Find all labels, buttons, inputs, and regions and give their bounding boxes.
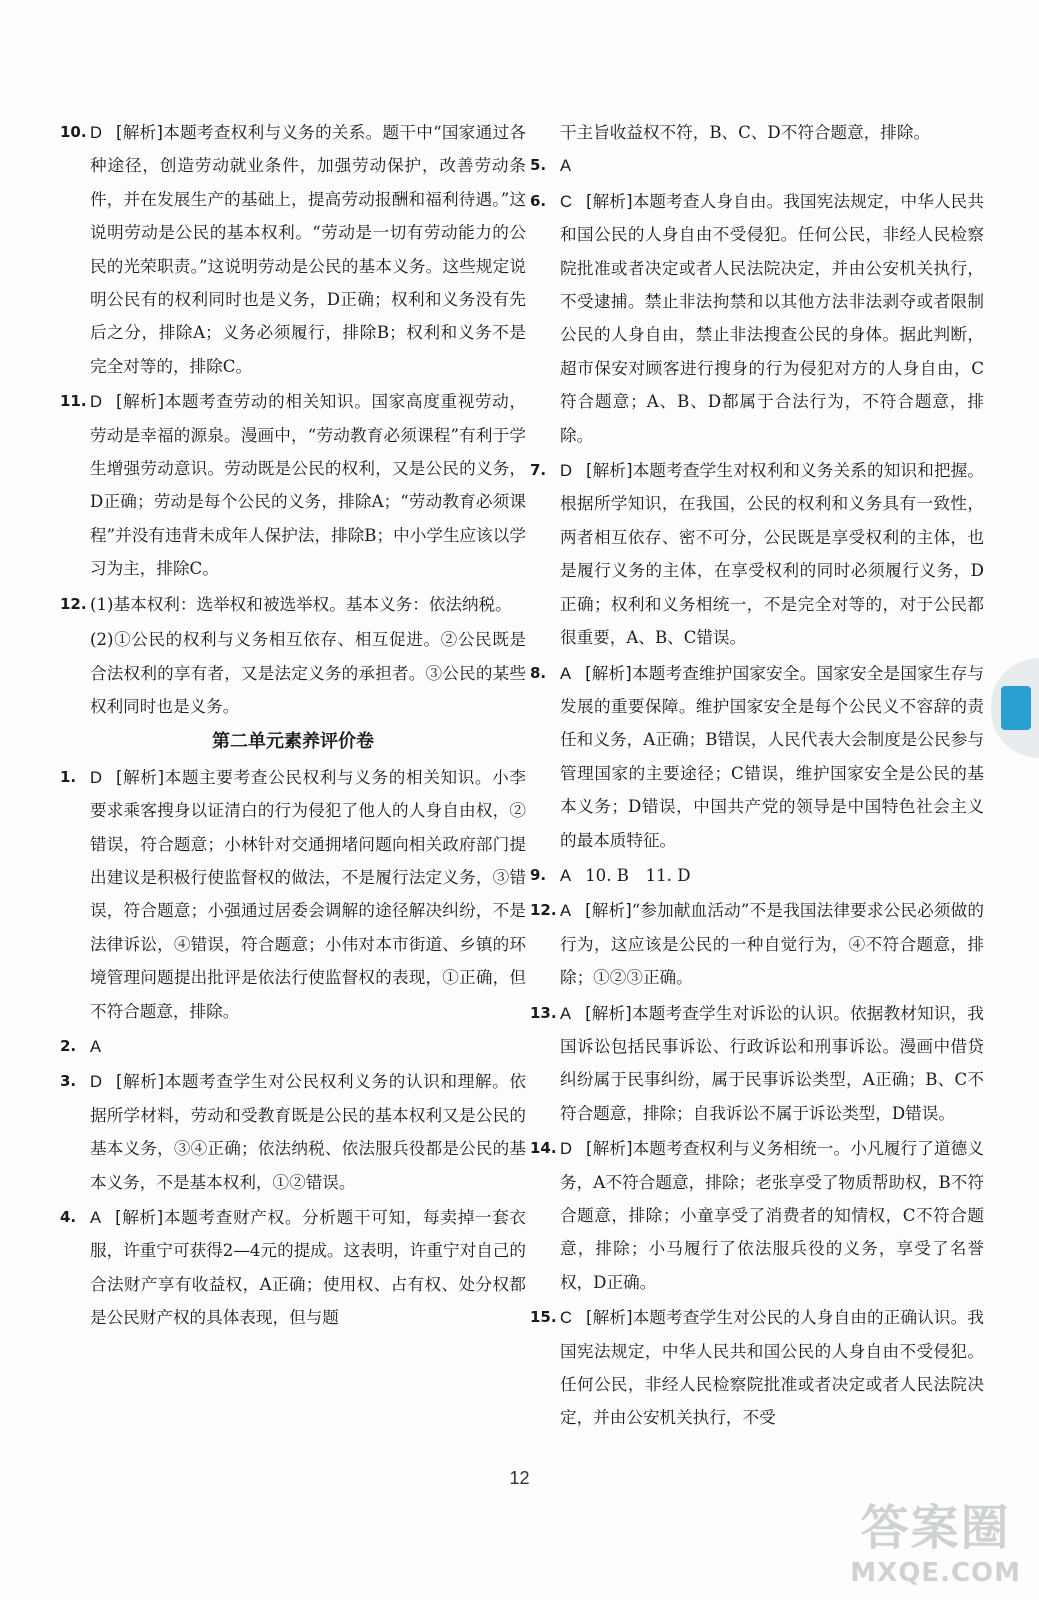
item-answer: D [90,392,102,412]
answer-item [530,185,984,452]
item-text: (1)基本权利：选举权和被选举权。基本义务：依法纳税。 [90,594,512,614]
analysis-tag: [解析] [585,1139,633,1159]
item-number: 8. [530,663,547,682]
item-number: 15. [530,1308,557,1327]
item-text: 10. B 11. D [585,865,691,885]
item-number: 14. [530,1139,557,1158]
item-text: 本题考查学生对诉讼的认识。依据教材知识，我国诉讼包括民事诉讼、行政诉讼和刑事诉讼。漫画中借贷纠纷属于民事纠纷，属于民事诉讼类型，A正确；B、C不符合题意，排除；自我诉讼不属于诉讼类型，D错误。 [560,1003,985,1123]
item-text: 本题考查人身自由。我国宪法规定，中华人民共和国公民的人身自由不受侵犯。任何公民，非经人民检察院批准或者决定或者人民法院决定，并由公安机关执行，不受逮捕。禁止非法拘禁和以其他方法非法剥夺或者限制公民的人身自由，禁止非法搜查公民的身体。据此判断，超市保安对顾客进行搜身的行为侵犯对方的人身自由，C符合题意；A、B、D都属于合法行为，不符合题意，排除。 [560,191,984,445]
answer-item [530,454,984,654]
answer-item [530,657,984,857]
analysis-tag: [解析] [585,663,632,683]
item-text: 本题考查学生对公民权利义务的认识和理解。依据所学材料，劳动和受教育既是公民的基本权利又是公民的基本义务，③④正确；依法纳税、依法服兵役都是公民的基本义务，不是基本权利，①②错误。 [90,1072,526,1192]
item-answer: D [90,1072,102,1092]
item-number: 2. [60,1036,77,1055]
item-number: 5. [530,156,547,175]
item-number: 10. [60,123,87,141]
item-text-continued: (2)①公民的权利与义务相互依存、相互促进。②公民既是合法权利的享有者，又是法定义务的承担者。③公民的某些权利同时也是义务。 [90,630,526,716]
item-text: “参加献血活动”不是我国法律要求公民必须做的行为，这应该是公民的一种自觉行为，④不符合题意，排除；①②③正确。 [560,901,985,988]
item-number: 12. [60,594,87,613]
answer-item [60,761,526,1028]
right-column [530,116,984,1437]
item-answer: A [560,663,572,683]
item-number: 12. [530,901,557,920]
analysis-tag: [解析] [585,1003,632,1023]
analysis-tag: [解析] [115,392,165,412]
cube-icon [1001,686,1031,730]
item-answer: A [560,865,572,885]
item-answer: A [560,1003,572,1023]
item-text: 本题考查学生对权利和义务关系的知识和把握。根据所学知识，在我国，公民的权利和义务具有一致性，两者相互依存、密不可分，公民既是享受权利的主体，也是履行义务的主体，在享受权利的同时必须履行义务，D正确；权利和义务相统一，不是完全对等的，对于公民都很重要，A、B、C错误。 [560,461,984,648]
analysis-tag: [解析] [115,1072,165,1092]
watermark-url: MXQE.COM [850,1558,1021,1588]
answer-item [60,1065,526,1199]
analysis-tag: [解析] [115,123,163,142]
analysis-tag: [解析] [585,461,633,481]
section-title: 第二单元素养评价卷 [212,731,374,753]
item-number: 9. [530,865,547,884]
item-answer: A [560,156,572,176]
item-answer: D [90,123,102,142]
analysis-tag: [解析] [115,767,165,787]
item-text: 本题考查学生对公民的人身自由的正确认识。我国宪法规定，中华人民共和国公民的人身自由不受侵犯。任何公民，非经人民检察院批准或者决定或者人民法院决定，并由公安机关执行，不受 [560,1308,984,1428]
answer-item [530,894,984,994]
item-number: 11. [60,392,87,411]
item-answer: A [90,1208,102,1227]
item-number: 13. [530,1003,557,1022]
analysis-tag: [解析] [585,191,633,211]
item-text: 本题考查劳动的相关知识。国家高度重视劳动，劳动是幸福的源泉。漫画中，“劳动教育必须课程”有利于学生增强劳动意识。劳动既是公民的权利，又是公民的义务，D正确；劳动是每个公民的义务，排除A；“劳动教育必须课程”并没有违背未成年人保护法，排除B；中小学生应该以学习为主，排除C。 [90,392,526,579]
item-text: 本题考查权利与义务的关系。题干中“国家通过各种途径，创造劳动就业条件，加强劳动保护，改善劳动条件，并在发展生产的基础上，提高劳动报酬和福利待遇。”这说明劳动是公民的基本权利。“劳动是一切有劳动能力的公民的光荣职责。”这说明劳动是公民的基本义务。这些规定说明公民有的权利同时也是义务，D正确；权利和义务没有先后之分，排除A；义务必须履行，排除B；权利和义务不是完全对等的，排除C。 [90,123,526,376]
item-answer: A [560,901,572,921]
page-number: 12 [509,1468,530,1488]
item-answer: C [560,1308,572,1328]
item-text-continued: 干主旨收益权不符，B、C、D不符合题意，排除。 [560,123,931,142]
item-text: 本题考查权利与义务相统一。小凡履行了道德义务，A不符合题意，排除；老张享受了物质帮助权，B不符合题意，排除；小童享受了消费者的知情权，C不符合题意，排除；小马履行了依法服兵役的义务，享受了名誉权，D正确。 [560,1139,984,1292]
item-answer: A [90,1036,102,1056]
item-number: 6. [530,191,547,210]
item-text: 本题主要考查公民权利与义务的相关知识。小李要求乘客搜身以证清白的行为侵犯了他人的人身自由权，②错误，符合题意；小林针对交通拥堵问题向相关政府部门提出建议是积极行使监督权的做法，不是履行法定义务，③错误，符合题意；小强通过居委会调解的途径解决纠纷，不是法律诉讼，④错误，符合题意；小伟对本市街道、乡镇的环境管理问题提出批评是依法行使监督权的表现，①正确，但不符合题意，排除。 [90,767,526,1021]
answer-item [530,1132,984,1299]
answer-item [530,859,984,892]
answer-item [530,997,984,1131]
item-text: 本题考查财产权。分析题干可知，每卖掉一套衣服，许重宁可获得2—4元的提成。这表明，许重宁对自己的合法财产享有收益权，A正确；使用权、占有权、处分权都是公民财产权的具体表现，但与题 [90,1208,527,1328]
item-answer: D [90,767,102,787]
item-text: 本题考查维护国家安全。国家安全是国家生存与发展的重要保障。维护国家安全是每个公民义不容辞的责任和义务，A正确；B错误，人民代表大会制度是公民参与管理国家的主要途径；C错误，维护国家安全是公民的基本义务；D错误，中国共产党的领导是中国特色社会主义的最本质特征。 [560,663,985,850]
answer-item [60,385,526,585]
item-answer: C [560,191,572,211]
item-answer: D [560,1139,572,1159]
item-number: 3. [60,1072,77,1091]
item-number: 1. [60,767,77,786]
analysis-tag: [解析] [115,1208,164,1227]
answer-item [530,1301,984,1435]
item-number: 7. [530,461,547,480]
item-answer: D [560,461,572,481]
watermark-logo: 答案圈 [860,1500,1011,1556]
watermark [850,1489,1021,1588]
left-column [60,116,526,1337]
answer-item [60,116,526,383]
analysis-tag: [解析] [585,1308,633,1328]
analysis-tag: [解析] [585,901,632,921]
answer-item [60,1030,526,1063]
answer-item [60,1201,526,1335]
answer-item [530,149,984,182]
item-number: 4. [60,1208,77,1226]
answer-item [60,588,526,621]
